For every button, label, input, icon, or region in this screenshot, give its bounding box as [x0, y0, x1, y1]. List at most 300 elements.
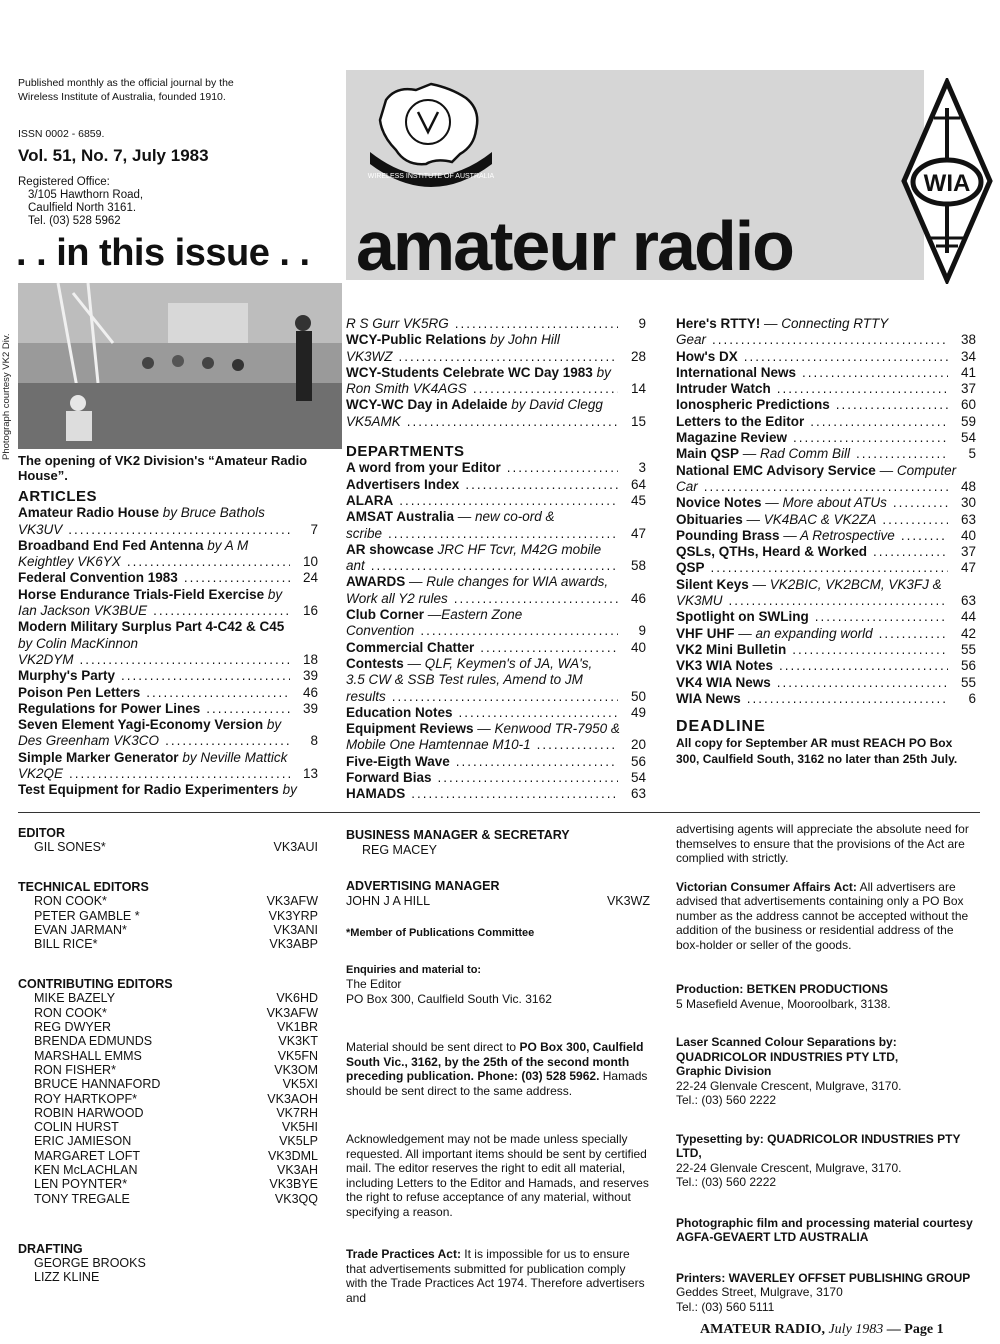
toc-entry [18, 668, 318, 684]
toc-page-number: 9 [638, 623, 646, 639]
toc-entry-continued: VK3UV ..... 7 [18, 522, 318, 538]
toc-entry-title: Intruder Watch ..... 37 [676, 381, 976, 397]
toc-entry-title: WCY-WC Day in Adelaide by David Clegg [346, 397, 603, 413]
toc-entry-title: VHF UHF — an expanding world ..... 42 [676, 626, 976, 642]
toc-page-number: 47 [960, 560, 976, 576]
toc-entry [676, 577, 976, 610]
staff-callsign: VK7RH [276, 1105, 318, 1120]
enquiries-line: PO Box 300, Caulfield South Vic. 3162 [346, 991, 552, 1006]
toc-entry-title: Here's RTTY! — Connecting RTTY [676, 316, 889, 331]
toc-entry [18, 587, 318, 620]
toc-entry [676, 609, 976, 625]
toc-entry-title: Magazine Review ..... 54 [676, 430, 976, 446]
toc-entry [346, 721, 646, 754]
articles-list [18, 505, 318, 798]
toc-page-number: 64 [630, 476, 646, 492]
toc-page-number: 39 [302, 700, 318, 716]
staff-row [18, 1034, 318, 1048]
toc-entry [346, 640, 646, 656]
toc-entry-title: WCY-Students Celebrate WC Day 1983 by [346, 364, 611, 380]
staff-callsign: VK5HI [281, 1120, 318, 1135]
toc-entry [346, 316, 646, 332]
deadline-heading: DEADLINE [676, 718, 766, 736]
toc-page-number: 3 [638, 460, 646, 476]
toc-entry-title: Contests — QLF, Keymen's of JA, WA's, [346, 655, 593, 671]
toc-entry-title: Novice Notes — More about ATUs ..... 30 [676, 495, 976, 511]
production-column [676, 822, 980, 1314]
toc-entry-title: AR showcase JRC HF Tcvr, M42G mobile [346, 541, 602, 557]
toc-entry [346, 493, 646, 509]
toc-page-number: 54 [630, 770, 646, 786]
toc-entry [18, 619, 318, 668]
toc-page-number: 63 [630, 786, 646, 802]
staff-callsign: VK3AH [277, 1163, 318, 1178]
toc-page-number: 30 [960, 495, 976, 511]
departments-heading: DEPARTMENTS [346, 443, 465, 461]
toc-entry-title: Test Equipment for Radio Experimenters by [18, 782, 297, 798]
staff-name: REG DWYER [34, 1020, 112, 1035]
toc-entry-title: WIA News ..... 6 [676, 691, 976, 707]
toc-entry [346, 574, 646, 607]
footer-title: AMATEUR RADIO, [700, 1322, 825, 1337]
toc-entry [346, 656, 646, 705]
editor-list [18, 840, 318, 854]
contributing-editors-list [18, 991, 318, 1205]
toc-entry-continued: results ..... 50 [346, 689, 646, 705]
staff-row [18, 840, 318, 854]
toc-entry [18, 782, 318, 798]
staff-callsign: VK3AUI [273, 840, 318, 854]
toc-entry [346, 542, 646, 575]
volume-info: Vol. 51, No. 7, July 1983 [18, 146, 209, 165]
toc-entry-title: Equipment Reviews — Kenwood TR-7950 & [346, 721, 620, 737]
toc-page-number: 7 [310, 521, 318, 537]
toc-entry-title: Main QSP — Rad Comm Bill ..... 5 [676, 446, 976, 462]
advertising-manager-name: JOHN J A HILL [346, 893, 431, 908]
toc-entry-title: Silent Keys — VK2BIC, VK2BCM, VK3FJ & [676, 576, 942, 592]
staff-name: TONY TREGALE [34, 1191, 130, 1206]
toc-entry-title: VK2 Mini Bulletin ..... 55 [676, 642, 976, 658]
laser-label: Laser Scanned Colour Separations by: [676, 1035, 897, 1049]
toc-entry [676, 626, 976, 642]
business-manager-label: BUSINESS MANAGER & SECRETARY [346, 828, 570, 842]
advertising-manager-call: VK3WZ [606, 893, 650, 908]
toc-entry-continued: by Colin MacKinnon [18, 635, 139, 651]
publication-statement: Published monthly as the official journal by the Wireless Institute of Australia, founded 1910. [18, 77, 234, 103]
toc-entry-title: Five-Eigth Wave ..... 56 [346, 754, 646, 770]
toc-entry [346, 509, 646, 542]
toc-entry-title: Education Notes ..... 49 [346, 705, 646, 721]
toc-entry-continued: Convention ..... 9 [346, 623, 646, 639]
contributing-editors-label: CONTRIBUTING EDITORS [18, 977, 173, 992]
staff-name: GEORGE BROOKS [34, 1255, 146, 1270]
toc-page-number: 46 [302, 684, 318, 700]
staff-name: ROY HARTKOPF* [34, 1091, 138, 1106]
staff-row [18, 1106, 318, 1120]
toc-entry-continued: 3.5 CW & SSB Test rules, Amend to JM [346, 672, 583, 688]
issn: ISSN 0002 - 6859. [18, 128, 105, 140]
toc-page-number: 16 [302, 603, 318, 619]
middle-column [346, 316, 646, 803]
film-company: AGFA-GEVAERT LTD AUSTRALIA [676, 1230, 869, 1244]
laser-division: Graphic Division [676, 1064, 772, 1078]
staff-name: PETER GAMBLE * [34, 908, 140, 923]
toc-page-number: 42 [960, 625, 976, 641]
toc-entry-title: Horse Endurance Trials-Field Exercise by [18, 586, 283, 602]
address-line: Caulfield North 3161. [28, 202, 137, 214]
registered-office [18, 176, 143, 228]
toc-page-number: 24 [302, 570, 318, 586]
toc-entry [18, 538, 318, 571]
toc-entry [18, 717, 318, 750]
departments-list [346, 460, 646, 802]
staff-name: GIL SONES* [34, 840, 106, 854]
staff-row [18, 909, 318, 923]
toc-entry [346, 754, 646, 770]
toc-entry [346, 607, 646, 640]
toc-entry [346, 705, 646, 721]
footer-date: July 1983 [824, 1322, 884, 1337]
printers-phone: Tel.: (03) 560 5111 [676, 1299, 775, 1314]
toc-entry-title: Ionospheric Predictions ..... 60 [676, 397, 976, 413]
magazine-title: amateur radio [356, 207, 793, 285]
toc-entry-title: Commercial Chatter ..... 40 [346, 640, 646, 656]
toc-entry-continued: Gear ..... 38 [676, 332, 976, 348]
wia-emblem-icon [356, 80, 506, 192]
staff-row [18, 1177, 318, 1191]
laser-company: QUADRICOLOR INDUSTRIES PTY LTD, [676, 1049, 899, 1064]
staff-row [18, 1270, 318, 1284]
footer-page: — Page 1 [883, 1322, 944, 1337]
toc-entry-title: Letters to the Editor ..... 59 [676, 414, 976, 430]
staff-row [18, 1149, 318, 1163]
toc-entry-continued: VK2QE ..... 13 [18, 766, 318, 782]
page-footer [700, 1322, 944, 1338]
toc-page-number: 48 [960, 478, 976, 494]
staff-callsign: VK5LP [279, 1134, 318, 1149]
staff-name: EVAN JARMAN* [34, 922, 127, 937]
toc-page-number: 6 [968, 690, 976, 706]
toc-entry-title: Regulations for Power Lines ..... 39 [18, 701, 318, 717]
toc-entry-title: R S Gurr VK5RG ..... 9 [346, 316, 646, 332]
staff-name: COLIN HURST [34, 1120, 119, 1135]
toc-page-number: 28 [630, 348, 646, 364]
staff-name: BRENDA EDMUNDS [34, 1034, 153, 1049]
toc-entry [676, 446, 976, 462]
phone: Tel. (03) 528 5962 [28, 215, 121, 227]
staff-name: RON FISHER* [34, 1062, 116, 1077]
material-notice: Material should be sent direct to PO Box 300, Caulfield South Vic., 3162, by the 25th of the second month preceding publication. Phone: (03) 528 5962. Hamads should be sent direct to the same address. [346, 1040, 648, 1098]
photo-caption: The opening of VK2 Division's “Amateur Radio House”. [18, 453, 308, 483]
toc-entry-title: A word from your Editor ..... 3 [346, 460, 646, 476]
toc-entry-title: Pounding Brass — A Retrospective ..... 40 [676, 528, 976, 544]
toc-page-number: 5 [968, 446, 976, 462]
right-column [676, 316, 976, 767]
toc-entry [676, 495, 976, 511]
articles-column [18, 489, 318, 799]
staff-column [18, 826, 318, 1285]
toc-page-number: 49 [630, 704, 646, 720]
in-this-issue-heading: . . in this issue . . [16, 232, 310, 274]
toc-entry-title: National EMC Advisory Service — Computer [676, 462, 957, 478]
toc-page-number: 14 [630, 381, 646, 397]
toc-page-number: 47 [630, 525, 646, 541]
staff-callsign: VK5XI [282, 1077, 318, 1092]
staff-name: MIKE BAZELY [34, 991, 116, 1006]
staff-callsign: VK3AFW [266, 1005, 318, 1020]
toc-entry [676, 691, 976, 707]
staff-callsign: VK3YRP [268, 908, 318, 923]
event-photo [18, 283, 342, 449]
staff-callsign: VK5FN [277, 1048, 318, 1063]
staff-name: MARGARET LOFT [34, 1148, 141, 1163]
toc-page-number: 8 [310, 733, 318, 749]
toc-entry-title: VK3 WIA Notes ..... 56 [676, 658, 976, 674]
laser-phone: Tel.: (03) 560 2222 [676, 1093, 777, 1107]
staff-name: MARSHALL EMMS [34, 1048, 142, 1063]
toc-entry [676, 365, 976, 381]
staff-row [18, 1006, 318, 1020]
editor-label: EDITOR [18, 826, 65, 840]
toc-entry [676, 381, 976, 397]
toc-entry-title: AWARDS — Rule changes for WIA awards, [346, 574, 609, 590]
toc-entry [676, 675, 976, 691]
staff-name: ERIC JAMIESON [34, 1134, 132, 1149]
articles-heading: ARTICLES [18, 488, 97, 505]
svg-text:WIA: WIA [923, 170, 971, 197]
staff-callsign: VK3QQ [274, 1191, 318, 1206]
toc-entry-title: Spotlight on SWLing ..... 44 [676, 609, 976, 625]
toc-page-number: 39 [302, 668, 318, 684]
toc-page-number: 10 [302, 554, 318, 570]
toc-entry [346, 397, 646, 430]
toc-page-number: 34 [960, 348, 976, 364]
toc-entry [346, 477, 646, 493]
staff-row [18, 1092, 318, 1106]
toc-entry-title: ALARA ..... 45 [346, 493, 646, 509]
toc-entry [18, 701, 318, 717]
toc-entry [676, 528, 976, 544]
staff-name: RON COOK* [34, 1005, 107, 1020]
toc-entry [676, 349, 976, 365]
staff-row [18, 923, 318, 937]
toc-entry-title: VK4 WIA News ..... 55 [676, 675, 976, 691]
wia-diamond-logo-icon [900, 78, 994, 284]
toc-entry [676, 642, 976, 658]
toc-entry-continued: scribe ..... 47 [346, 526, 646, 542]
toc-entry-continued: Work all Y2 rules ..... 46 [346, 591, 646, 607]
staff-name: BRUCE HANNAFORD [34, 1077, 161, 1092]
toc-entry [676, 397, 976, 413]
toc-page-number: 37 [960, 381, 976, 397]
toc-entry [676, 544, 976, 560]
toc-entry [676, 560, 976, 576]
toc-entry-continued: VK3MU ..... 63 [676, 593, 976, 609]
articles-continued-list [346, 316, 646, 430]
drafting-label: DRAFTING [18, 1241, 83, 1256]
toc-page-number: 20 [630, 737, 646, 753]
business-column [346, 828, 650, 1305]
toc-entry-title: QSP ..... 47 [676, 560, 976, 576]
staff-name: LEN POYNTER* [34, 1177, 128, 1192]
toc-entry [676, 658, 976, 674]
toc-entry [676, 316, 976, 349]
toc-entry-title: Modern Military Surplus Part 4-C42 & C45 [18, 619, 285, 635]
toc-entry-title: Simple Marker Generator by Neville Mattick [18, 749, 288, 765]
drafting-list [18, 1256, 318, 1285]
toc-entry [18, 570, 318, 586]
staff-callsign: VK3BYE [269, 1177, 318, 1192]
deadline-text: All copy for September AR must REACH PO Box 300, Caulfield South, 3162 no later than 25th July. [676, 736, 958, 767]
staff-row [18, 894, 318, 908]
staff-row [18, 1192, 318, 1206]
toc-entry-title: AMSAT Australia — new co-ord & [346, 509, 555, 525]
toc-page-number: 41 [960, 364, 976, 380]
toc-entry-title: Federal Convention 1983 ..... 24 [18, 570, 318, 586]
typesetting-label: Typesetting by: QUADRICOLOR INDUSTRIES PTY LTD, [676, 1131, 961, 1160]
toc-page-number: 55 [960, 674, 976, 690]
toc-page-number: 13 [302, 766, 318, 782]
staff-row [18, 1049, 318, 1063]
technical-editors-list [18, 894, 318, 951]
staff-row [18, 1163, 318, 1177]
toc-page-number: 46 [630, 590, 646, 606]
staff-callsign: VK1BR [277, 1020, 318, 1035]
toc-entry [676, 414, 976, 430]
toc-entry [346, 460, 646, 476]
toc-page-number: 45 [630, 492, 646, 508]
trade-practices-notice: Trade Practices Act: It is impossible for us to ensure that advertisements submitted for publication comply with the Trade Practices Act 1974. Therefore advertisers and [346, 1247, 645, 1305]
advertising-manager-label: ADVERTISING MANAGER [346, 879, 500, 893]
staff-row [18, 1020, 318, 1034]
toc-page-number: 63 [960, 511, 976, 527]
toc-entry [346, 332, 646, 365]
toc-page-number: 55 [960, 641, 976, 657]
toc-entry-title: HAMADS ..... 63 [346, 786, 646, 802]
toc-entry-continued: Ian Jackson VK3BUE ..... 16 [18, 603, 318, 619]
laser-address: 22-24 Glenvale Crescent, Mulgrave, 3170. [676, 1078, 902, 1093]
staff-name: KEN McLACHLAN [34, 1163, 138, 1178]
toc-entry-continued: Mobile One Hamtennae M10-1 ..... 20 [346, 737, 646, 753]
staff-callsign: VK3OM [274, 1062, 318, 1077]
staff-row [18, 1063, 318, 1077]
registered-office-label: Registered Office: [18, 176, 110, 188]
toc-page-number: 9 [638, 316, 646, 331]
toc-page-number: 56 [960, 658, 976, 674]
toc-entry-title: Seven Element Yagi-Economy Version by [18, 717, 282, 733]
toc-entry-title: Club Corner —Eastern Zone [346, 607, 523, 623]
toc-entry [18, 505, 318, 538]
staff-row [18, 991, 318, 1005]
toc-entry-title: Broadband End Fed Antenna by A M [18, 537, 249, 553]
consumer-affairs-notice: Victorian Consumer Affairs Act: All advertisers are advised that advertisements containing only a PO Box number as the address cannot be accepted without the addition of the business or residential address of the box-holder or seller of the goods. [676, 879, 969, 952]
staff-name: LIZZ KLINE [34, 1270, 100, 1285]
enquiries-line: The Editor [346, 977, 402, 991]
typesetting-address: 22-24 Glenvale Crescent, Mulgrave, 3170. [676, 1160, 902, 1175]
departments-list-continued [676, 316, 976, 707]
toc-entry [676, 463, 976, 496]
toc-page-number: 44 [960, 609, 976, 625]
svg-text:WIRELESS INSTITUTE OF AUSTRALI: WIRELESS INSTITUTE OF AUSTRALIA [367, 173, 495, 180]
toc-page-number: 60 [960, 397, 976, 413]
toc-entry-continued: Ron Smith VK4AGS ..... 14 [346, 381, 646, 397]
business-manager-name: REG MACEY [362, 842, 438, 857]
acknowledgement-notice: Acknowledgement may not be made unless specially requested. All important items should be sent by certified mail. The editor reserves the right to edit all material, including Letters to the Editor and Hamads, and reserves the right to refuse acceptance of any material, without specifying a reason. [346, 1132, 649, 1219]
printers-label: Printers: WAVERLEY OFFSET PUBLISHING GROUP [676, 1270, 971, 1285]
toc-entry-title: Amateur Radio House by Bruce Bathols [18, 505, 265, 521]
toc-page-number: 50 [630, 688, 646, 704]
film-label: Photographic film and processing material courtesy [676, 1215, 973, 1230]
printers-address: Geddes Street, Mulgrave, 3170 [676, 1285, 843, 1299]
staff-name: BILL RICE* [34, 937, 98, 952]
toc-entry-continued: VK5AMK ..... 15 [346, 414, 646, 430]
production-address: 5 Masefield Avenue, Mooroolbark, 3138. [676, 996, 891, 1011]
toc-entry-title: Poison Pen Letters ..... 46 [18, 685, 318, 701]
toc-page-number: 59 [960, 413, 976, 429]
section-divider [18, 812, 980, 813]
staff-callsign: VK3DML [267, 1148, 318, 1163]
toc-page-number: 40 [960, 527, 976, 543]
photo-credit: Photograph courtesy VK2 Div. [1, 333, 12, 460]
toc-entry-continued: VK2DYM ..... 18 [18, 652, 318, 668]
staff-name: RON COOK* [34, 894, 107, 909]
production-label: Production: BETKEN PRODUCTIONS [676, 982, 888, 996]
address-line: 3/105 Hawthorn Road, [28, 189, 144, 201]
toc-page-number: 56 [630, 753, 646, 769]
toc-entry [18, 685, 318, 701]
staff-row [18, 1256, 318, 1270]
staff-callsign: VK3AFW [266, 894, 318, 909]
staff-name: ROBIN HARWOOD [34, 1105, 144, 1120]
toc-entry-title: Murphy's Party ..... 39 [18, 668, 318, 684]
staff-row [18, 937, 318, 951]
toc-entry-continued: Keightley VK6YX ..... 10 [18, 554, 318, 570]
toc-entry-continued: Des Greenham VK3CO ..... 8 [18, 733, 318, 749]
toc-page-number: 54 [960, 430, 976, 446]
staff-callsign: VK3ABP [269, 937, 318, 952]
toc-page-number: 40 [630, 639, 646, 655]
toc-page-number: 63 [960, 593, 976, 609]
toc-entry [346, 365, 646, 398]
enquiries-label: Enquiries and material to: [346, 963, 482, 976]
staff-callsign: VK3KT [278, 1034, 318, 1049]
staff-callsign: VK6HD [276, 991, 318, 1006]
toc-entry-title: Obituaries — VK4BAC & VK2ZA ..... 63 [676, 512, 976, 528]
staff-row [18, 1120, 318, 1134]
toc-entry [346, 786, 646, 802]
staff-callsign: VK3ANI [273, 922, 318, 937]
toc-entry [676, 512, 976, 528]
toc-entry [346, 770, 646, 786]
toc-entry-title: QSLs, QTHs, Heard & Worked ..... 37 [676, 544, 976, 560]
committee-note: *Member of Publications Committee [346, 927, 535, 939]
toc-entry [676, 430, 976, 446]
toc-entry-title: Forward Bias ..... 54 [346, 770, 646, 786]
toc-entry-title: How's DX ..... 34 [676, 349, 976, 365]
advertising-agents-notice: advertising agents will appreciate the absolute need for themselves to ensure that the provisions of the Act are complied with strictly. [676, 822, 969, 865]
toc-page-number: 15 [630, 413, 646, 429]
toc-page-number: 58 [630, 558, 646, 574]
toc-entry-title: Advertisers Index ..... 64 [346, 477, 646, 493]
staff-callsign: VK3AOH [267, 1091, 318, 1106]
advertising-manager-row [346, 894, 650, 909]
toc-page-number: 18 [302, 651, 318, 667]
toc-entry [18, 750, 318, 783]
toc-entry-continued: ant ..... 58 [346, 558, 646, 574]
toc-page-number: 38 [960, 332, 976, 348]
toc-entry-title: International News ..... 41 [676, 365, 976, 381]
technical-editors-label: TECHNICAL EDITORS [18, 880, 149, 895]
